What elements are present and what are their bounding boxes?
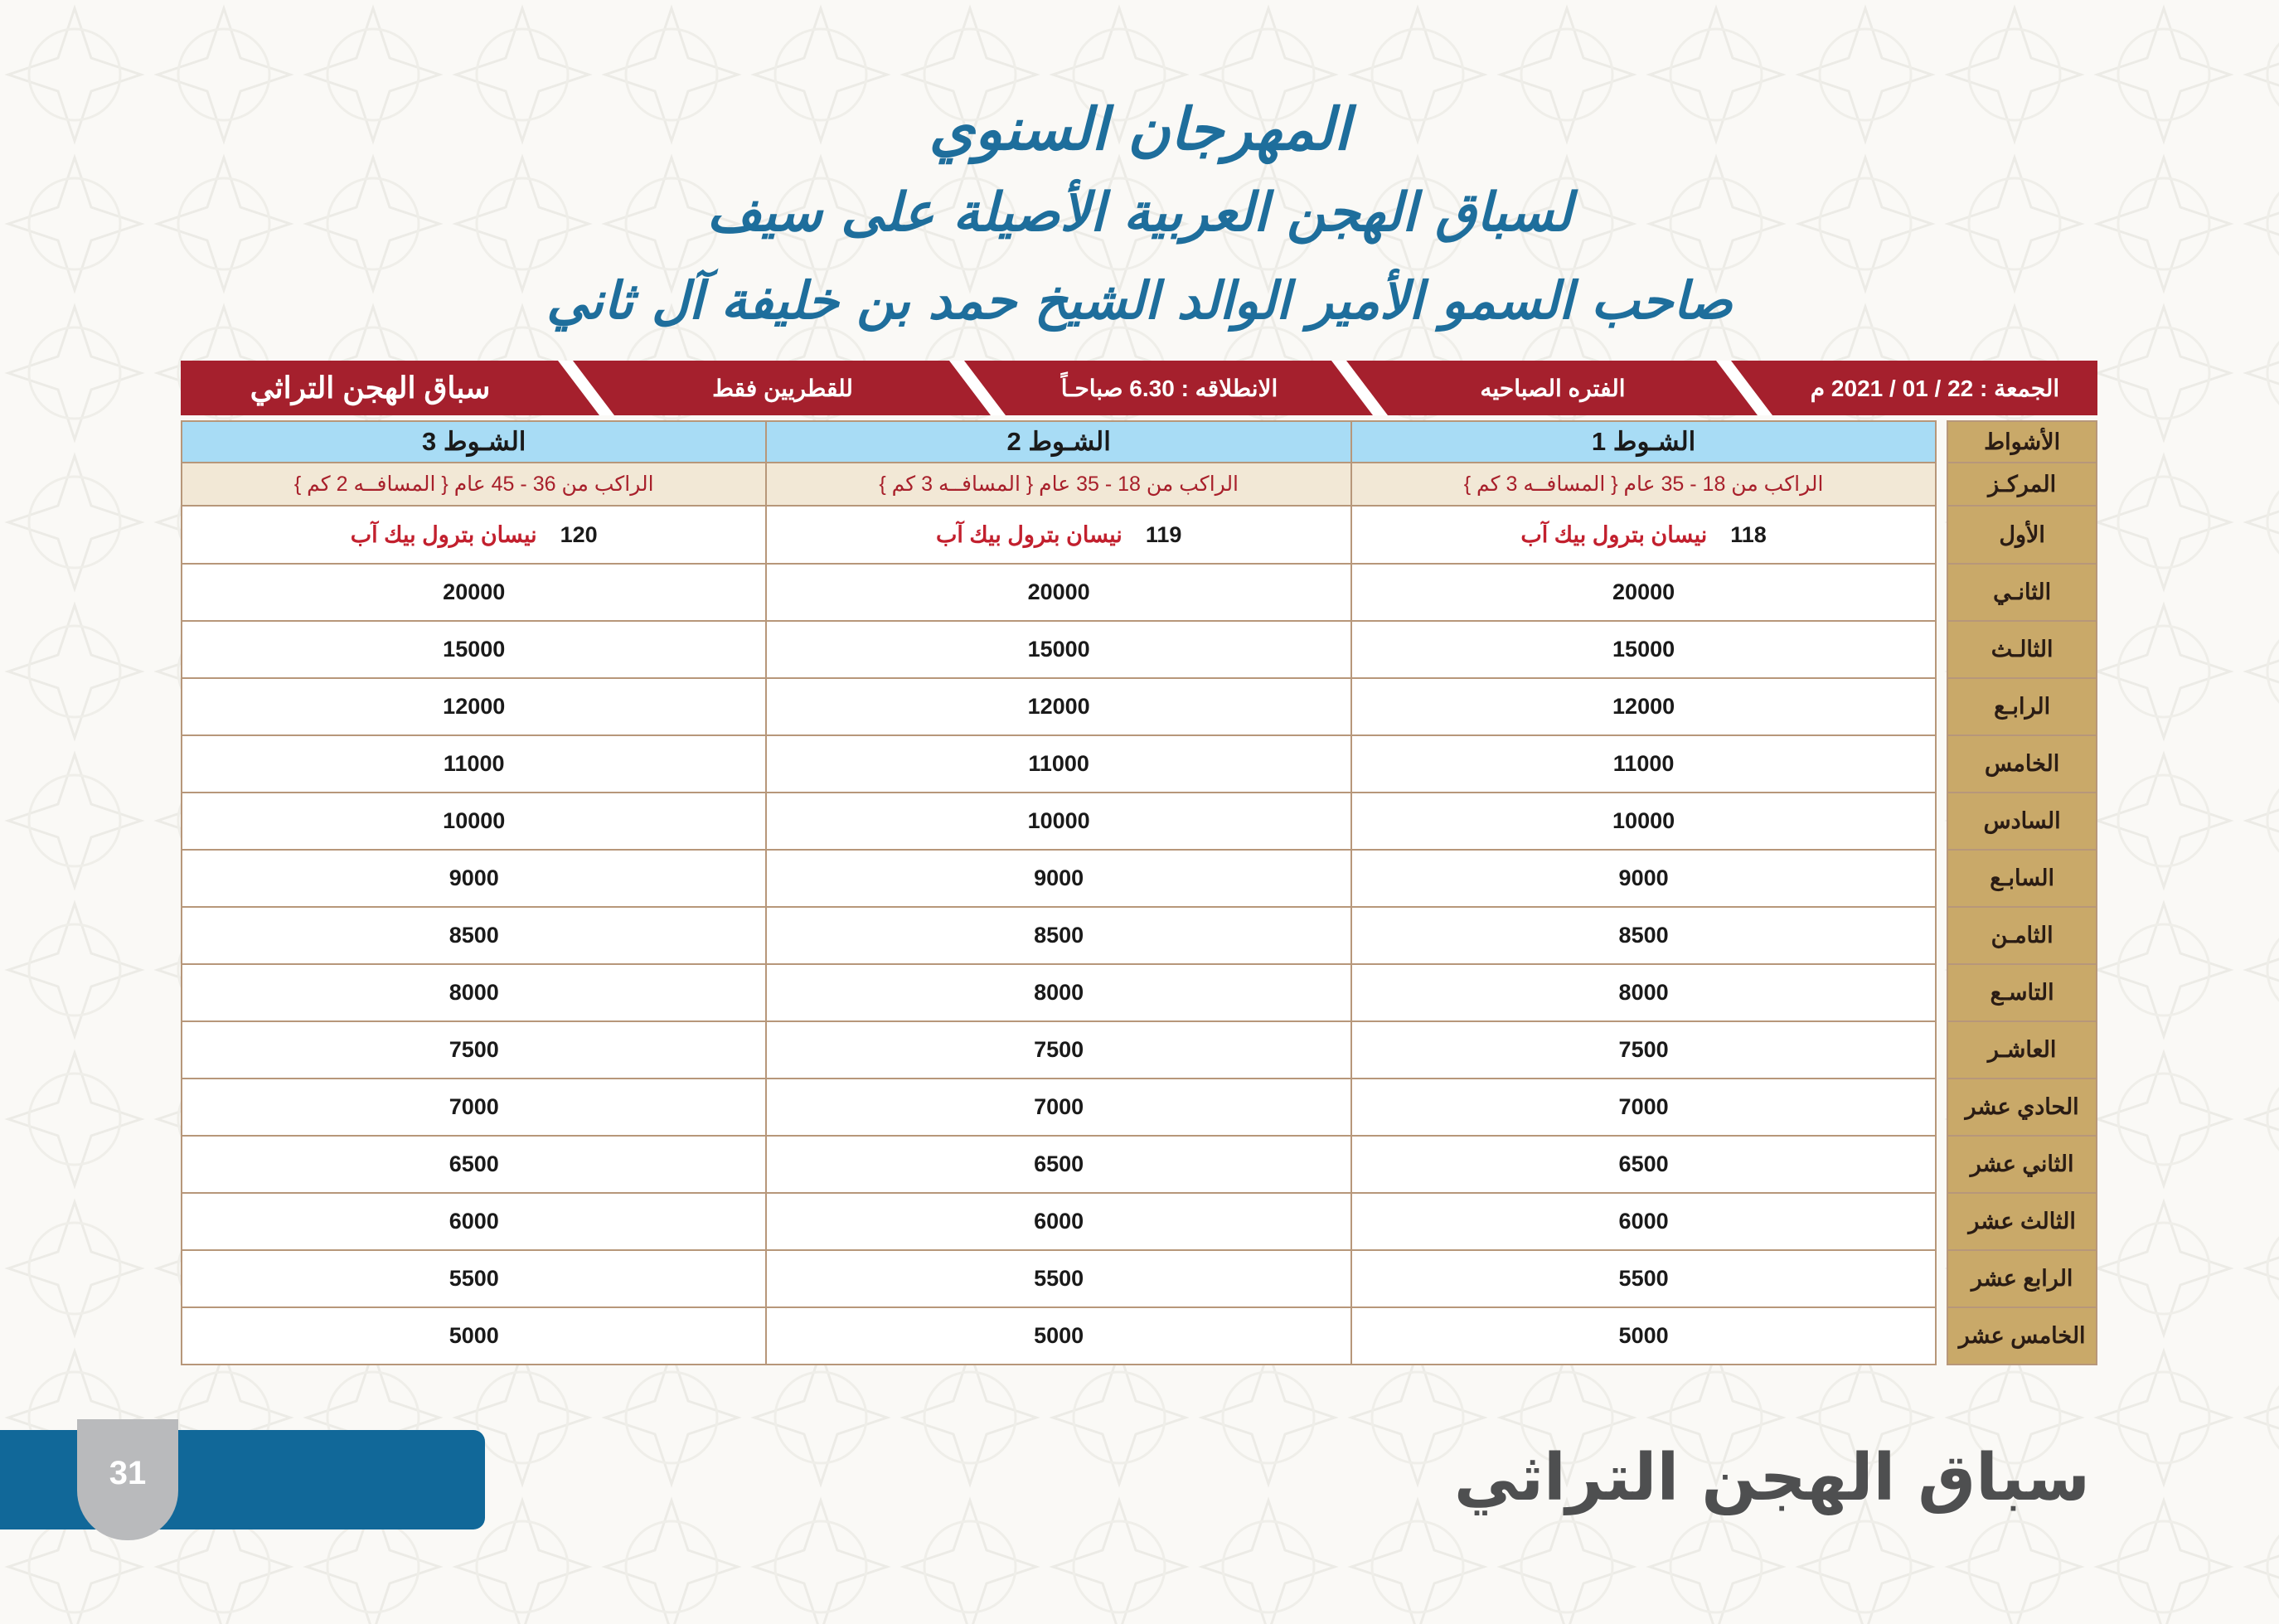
table-row: [182, 793, 2097, 850]
prize-cell: 5500: [766, 1250, 1350, 1307]
prize-cell: 6000: [182, 1193, 766, 1250]
first-prize-cell: [766, 506, 1350, 564]
heat-title: الشـوط 3: [182, 421, 766, 463]
table-row: [182, 735, 2097, 793]
heat-title: الشـوط 1: [1351, 421, 1936, 463]
car-number: 118: [1730, 521, 1767, 547]
row-label: الثالث عشر: [1947, 1193, 2097, 1250]
prize-cell: 6500: [766, 1136, 1350, 1193]
footer-title: سباق الهجن التراثي: [1453, 1441, 2090, 1515]
prize-cell: 5000: [766, 1307, 1350, 1365]
prize-table: [181, 420, 2097, 1365]
table-row: [182, 421, 2097, 463]
prize-cell: 7000: [766, 1079, 1350, 1136]
banner-period: الفتره الصباحيه: [1480, 375, 1626, 401]
table-row: [182, 1136, 2097, 1193]
prize-cell: 15000: [766, 621, 1350, 678]
header-line-3: صاحب السمو الأمير الوالد الشيخ حمد بن خليفة آل ثاني: [546, 270, 1733, 331]
banner-eligibility: للقطريين فقط: [712, 375, 853, 401]
prize-cell: 7000: [1351, 1079, 1936, 1136]
prize-cell: 6500: [182, 1136, 766, 1193]
banner-start-time: الانطلاقه : 6.30 صباحـاً: [1060, 375, 1278, 401]
table-row: [182, 1307, 2097, 1365]
header-calligraphy: [0, 90, 2279, 345]
table-row: [182, 506, 2097, 564]
header-line-1: المهرجان السنوي: [929, 95, 1350, 163]
page-tab: [0, 1430, 485, 1529]
table-row: [182, 1021, 2097, 1079]
row-label: الأول: [1947, 506, 2097, 564]
header-line-2: لسباق الهجن العربية الأصيلة على سيف: [706, 182, 1573, 244]
banner-date: الجمعة : 22 / 01 / 2021 م: [1810, 375, 2060, 401]
table-row: [182, 678, 2097, 735]
row-label: الحادي عشر: [1947, 1079, 2097, 1136]
banner-race-name: سباق الهجن التراثي: [250, 371, 491, 405]
rider-condition: الراكب من 36 - 45 عام { المسافــه 2 كم }: [182, 463, 766, 506]
car-prize: نيسان بترول بيك آب: [935, 521, 1123, 547]
table-row: [182, 1250, 2097, 1307]
prize-cell: 6000: [1351, 1193, 1936, 1250]
row-label: الثالـث: [1947, 621, 2097, 678]
prize-cell: 6000: [766, 1193, 1350, 1250]
car-prize: نيسان بترول بيك آب: [1520, 521, 1708, 547]
row-label: الخامس: [1947, 735, 2097, 793]
row-label: السادس: [1947, 793, 2097, 850]
prize-cell: 8500: [182, 907, 766, 964]
prize-cell: 5500: [182, 1250, 766, 1307]
prize-cell: 9000: [1351, 850, 1936, 907]
row-label: الثانـي: [1947, 564, 2097, 621]
prize-cell: 9000: [182, 850, 766, 907]
prize-cell: 7500: [766, 1021, 1350, 1079]
prize-cell: 5000: [1351, 1307, 1936, 1365]
prize-cell: 20000: [182, 564, 766, 621]
prize-cell: 8000: [766, 964, 1350, 1021]
prize-cell: 20000: [1351, 564, 1936, 621]
prize-cell: 8500: [1351, 907, 1936, 964]
table-row: [182, 564, 2097, 621]
table-row: [182, 463, 2097, 506]
prize-cell: 9000: [766, 850, 1350, 907]
prize-cell: 12000: [1351, 678, 1936, 735]
car-number: 120: [560, 521, 598, 547]
row-label: الخامس عشر: [1947, 1307, 2097, 1365]
row-label: الرابـع: [1947, 678, 2097, 735]
prize-cell: 10000: [1351, 793, 1936, 850]
prize-cell: 12000: [182, 678, 766, 735]
row-label: السابـع: [1947, 850, 2097, 907]
prize-cell: 8500: [766, 907, 1350, 964]
table-row: [182, 850, 2097, 907]
car-prize: نيسان بترول بيك آب: [350, 521, 537, 547]
row-label: التاسـع: [1947, 964, 2097, 1021]
prize-cell: 15000: [182, 621, 766, 678]
prize-cell: 5500: [1351, 1250, 1936, 1307]
prize-cell: 10000: [182, 793, 766, 850]
prize-cell: 10000: [766, 793, 1350, 850]
prize-cell: 20000: [766, 564, 1350, 621]
row-label: الثاني عشر: [1947, 1136, 2097, 1193]
prize-cell: 11000: [766, 735, 1350, 793]
prize-cell: 11000: [1351, 735, 1936, 793]
table-row: [182, 1193, 2097, 1250]
prize-cell: 5000: [182, 1307, 766, 1365]
first-prize-cell: [182, 506, 766, 564]
table-row: [182, 1079, 2097, 1136]
car-number: 119: [1145, 521, 1182, 547]
row-label: الأشواط: [1947, 421, 2097, 463]
row-label: المركـز: [1947, 463, 2097, 506]
row-label: الرابع عشر: [1947, 1250, 2097, 1307]
rider-condition: الراكب من 18 - 35 عام { المسافــه 3 كم }: [766, 463, 1350, 506]
info-banner: [181, 361, 2097, 415]
table-row: [182, 621, 2097, 678]
row-label: الثامـن: [1947, 907, 2097, 964]
prize-cell: 8000: [1351, 964, 1936, 1021]
prize-cell: 7500: [1351, 1021, 1936, 1079]
prize-cell: 7500: [182, 1021, 766, 1079]
row-label: العاشـر: [1947, 1021, 2097, 1079]
page-number: 31: [109, 1455, 147, 1491]
prize-cell: 8000: [182, 964, 766, 1021]
prize-cell: 7000: [182, 1079, 766, 1136]
prize-cell: 15000: [1351, 621, 1936, 678]
table-row: [182, 907, 2097, 964]
rider-condition: الراكب من 18 - 35 عام { المسافــه 3 كم }: [1351, 463, 1936, 506]
heat-title: الشـوط 2: [766, 421, 1350, 463]
first-prize-cell: [1351, 506, 1936, 564]
prize-cell: 12000: [766, 678, 1350, 735]
prize-cell: 6500: [1351, 1136, 1936, 1193]
prize-cell: 11000: [182, 735, 766, 793]
table-row: [182, 964, 2097, 1021]
